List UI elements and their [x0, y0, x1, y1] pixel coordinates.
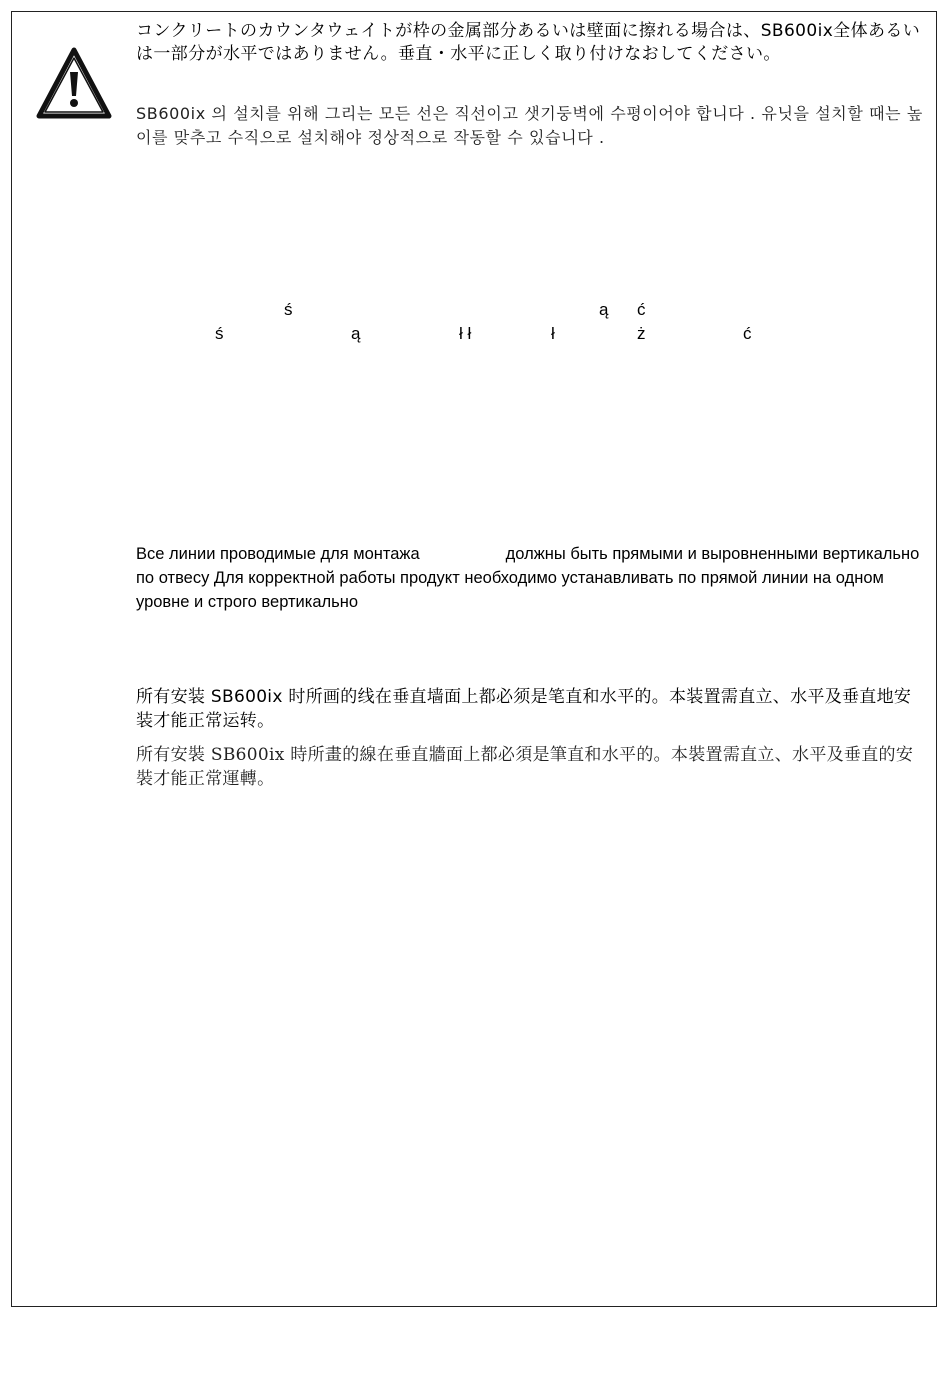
polish-fragment: ą — [599, 300, 609, 319]
traditional-chinese-paragraph: 所有安裝 SB600ix 時所畫的線在垂直牆面上都必須是筆直和水平的。本裝置需直立、水平及垂直的安裝才能正常運轉。 — [136, 745, 914, 789]
polish-fragment: ł ł — [459, 324, 472, 343]
japanese-paragraph: コンクリートのカウンタウェイトが枠の金属部分あるいは壁面に擦れる場合は、SB600ix全体あるいは一部分が水平ではありません。垂直・水平に正しく取り付けなおしてください。 — [136, 21, 921, 64]
page-frame — [11, 11, 937, 1307]
polish-fragment: ł — [551, 324, 555, 343]
polish-fragment: ż — [637, 324, 646, 343]
polish-fragment: ć — [637, 300, 646, 319]
polish-fragment: ś — [284, 300, 293, 319]
russian-text-part1: Все линии проводимые для монтажа — [136, 545, 420, 563]
polish-fragment: ć — [743, 324, 752, 343]
korean-paragraph: SB600ix 의 설치를 위해 그리는 모든 선은 직선이고 샛기둥벽에 수평이어야 합니다 . 유닛을 설치할 때는 높이를 맞추고 수직으로 설치해야 정상적으로 작동할 수 있습니다 . — [136, 104, 923, 147]
russian-text-part2: должны быть прямыми и выровненными вертикально по отвесу Для корректной работы продукт необходимо устанавливать по прямой линии на одном уровне и строго вертикально — [136, 545, 920, 611]
polish-fragment: ą — [351, 324, 361, 343]
polish-fragment: ś — [215, 324, 224, 343]
simplified-chinese-paragraph: 所有安装 SB600ix 时所画的线在垂直墙面上都必须是笔直和水平的。本装置需直立、水平及垂直地安装才能正常运转。 — [136, 687, 912, 731]
warning-triangle-icon — [34, 44, 114, 124]
russian-paragraph — [136, 542, 928, 614]
